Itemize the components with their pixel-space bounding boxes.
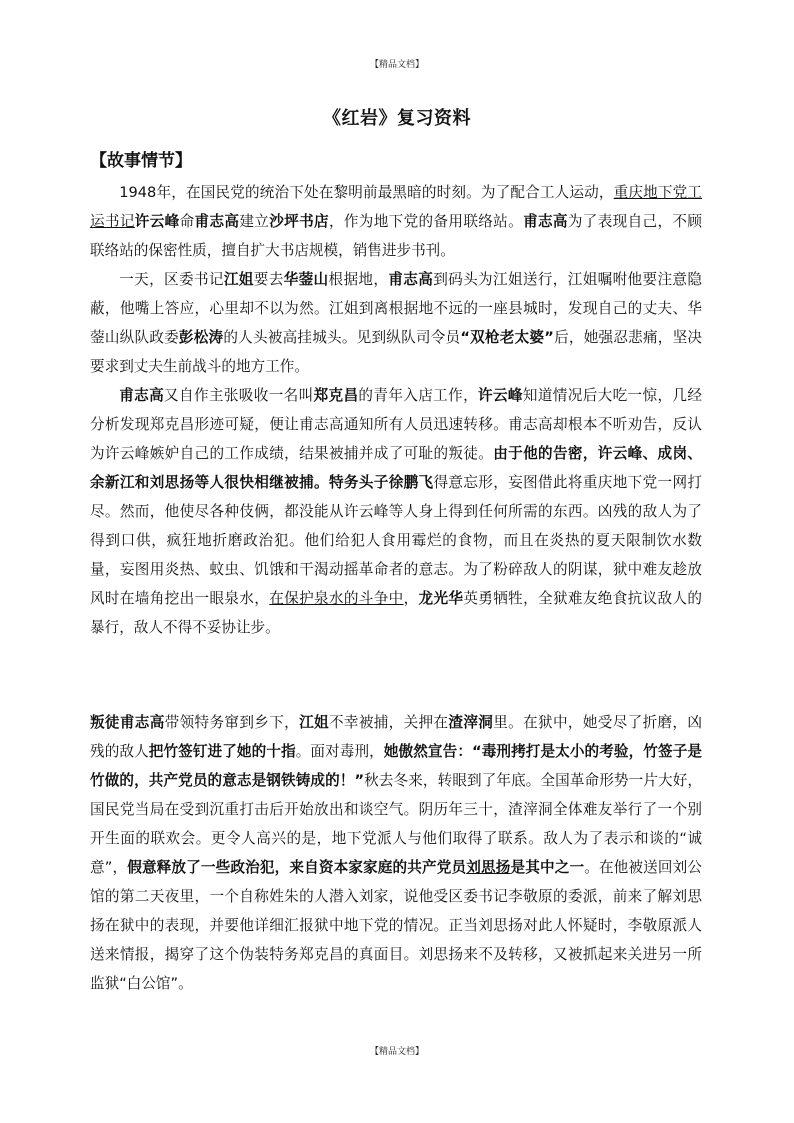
document-title: 《红岩》复习资料 — [323, 108, 471, 129]
text-run: 为了表现自己，不顾联络站的保密性质，擅自扩大书店规模，销售进步书刊。 — [90, 213, 702, 259]
bold-text-run: 江姐 — [299, 714, 329, 731]
paragraph-1 — [90, 178, 702, 265]
story-body-top — [90, 178, 702, 642]
text-run: ， — [403, 590, 419, 607]
bold-text-run: 特务头子徐鹏飞 — [328, 474, 434, 491]
bold-text-run: 她傲然宣告：“毒刑拷打是太小的考验，竹签子是竹做的，共产党员的意志是钢铁铸成的！” — [90, 743, 702, 789]
paragraph-2 — [90, 265, 702, 381]
bold-text-run: 甫志高 — [194, 213, 240, 230]
text-run: 一天，区委书记 — [119, 271, 224, 288]
bold-text-run: 郑克昌 — [313, 387, 359, 404]
underlined-text-run: 重庆地下党工运书记 — [90, 184, 702, 230]
text-run: 秋去冬来，转眼到了年底。全国革命形势一片大好，国民党当局在受到沉重打击后开始放出和谈空气。阴历年三十，渣滓洞全体难友举行了一个别开生面的联欢会。更令人高兴的是，地下党派人与他们取得了联系。敌人为了表示和谈的“诚意”， — [90, 772, 702, 876]
bold-text-run: 许云峰 — [134, 213, 180, 230]
text-run: 又自作主张吸收一名叫 — [164, 387, 314, 404]
text-run: 。面对毒刑， — [295, 743, 384, 760]
bold-text-run: 由于他的告密，许云峰、成岗、余新江和刘思扬等人很快相继被捕。 — [90, 445, 702, 491]
text-run: 不幸被捕，关押在 — [328, 714, 449, 731]
paragraph-4 — [90, 708, 702, 998]
bold-text-run: 甫志高 — [523, 213, 568, 230]
bold-text-run: 彭松涛 — [178, 329, 224, 346]
text-run: ，作为地下党的备用联络站。 — [328, 213, 524, 230]
text-run: 得意忘形，妄图借此将重庆地下党一网打尽。然而，他使尽各种伎俩，都没能从许云峰等人身上得到任何所需的东西。凶残的敌人为了得到口供，疯狂地折磨政治犯。他们给犯人食用霉烂的食物，而且在炎热的夏天限制饮水数量，妄图用炎热、蚊虫、饥饿和干渴动摇革命者的意志。为了粉碎敌人的阴谋，狱中难友趁放风时在墙角挖出一眼泉水， — [90, 474, 702, 607]
bold-text-run: 江姐 — [223, 271, 254, 288]
text-run: 。在他被送回刘公馆的第二天夜里，一个自称姓朱的人潜入刘家，说他受区委书记李敬原的委派，前来了解刘思扬在狱中的表现，并要他详细汇报狱中地下党的情况。正当刘思扬对此人怀疑时，李敬原派人送来情报，揭穿了这个伪装特务郑克昌的真面目。刘思扬来不及转移，又被抓起来关进另一所监狱“白公馆”。 — [90, 859, 702, 992]
text-run: 里。在狱中，她受尽了折磨，凶残的敌人 — [90, 714, 702, 760]
bold-text-run: 假意释放了一些政治犯，来自资本家家庭的共产党员 — [127, 859, 467, 876]
text-run: 带领特务窜到乡下， — [164, 714, 300, 731]
text-run: 到码头为江姐送行，江姐嘱咐他要注意隐蔽，他嘴上答应，心里却不以为然。江姐到离根据地不远的一座县城时，发现自己的丈夫、华蓥山纵队政委 — [90, 271, 702, 346]
text-run: 根据地， — [328, 271, 389, 288]
text-run: 建立 — [239, 213, 270, 230]
bold-text-run: “双枪老太婆” — [460, 329, 554, 346]
text-run: 命 — [179, 213, 195, 230]
text-run: 1948年，在国民党的统治下处在黎明前最黑暗的时刻。为了配合工人运动， — [119, 184, 614, 201]
story-body-bottom — [90, 708, 702, 998]
bold-text-run: 叛徒甫志高 — [90, 714, 165, 731]
paragraph-3 — [90, 381, 702, 642]
text-run: 的青年入店工作， — [358, 387, 479, 404]
text-run: 要去 — [253, 271, 284, 288]
text-run: 英勇牺牲，全狱难友绝食抗议敌人的暴行，敌人不得不妥协让步。 — [90, 590, 702, 636]
bold-text-run: 甫志高 — [119, 387, 165, 404]
bold-text-run: 甫志高 — [388, 271, 434, 288]
page-footer: 【精品文档】 — [369, 1047, 424, 1057]
underlined-text-run: 在保护泉水的斗争中 — [269, 590, 404, 607]
page-header: 【精品文档】 — [369, 60, 424, 70]
section-heading: 【故事情节】 — [90, 151, 192, 171]
bold-text-run: 沙坪书店 — [269, 213, 329, 230]
text-run: 的人头被高挂城头。见到纵队司令员 — [223, 329, 461, 346]
bold-text-run: 龙光华 — [418, 590, 464, 607]
bold-text-run: 许云峰 — [478, 387, 523, 404]
bold-text-run: 把竹签钉进了她的十指 — [148, 743, 296, 760]
bold-text-run: 刘思扬 — [466, 859, 511, 876]
bold-text-run: 华蓥山 — [283, 271, 329, 288]
bold-text-run: 是其中之一 — [510, 859, 585, 876]
text-run: 后，她强忍悲痛，坚决要求到丈夫生前战斗的地方工作。 — [90, 329, 702, 375]
text-run: 知道情况后大吃一惊，几经分析发现郑克昌形迹可疑，便让甫志高通知所有人员迅速转移。甫志高却根本不听劝告，反认为许云峰嫉妒自己的工作成绩，结果被捕并成了可耻的叛徒。 — [90, 387, 702, 462]
bold-text-run: 渣滓洞 — [448, 714, 494, 731]
